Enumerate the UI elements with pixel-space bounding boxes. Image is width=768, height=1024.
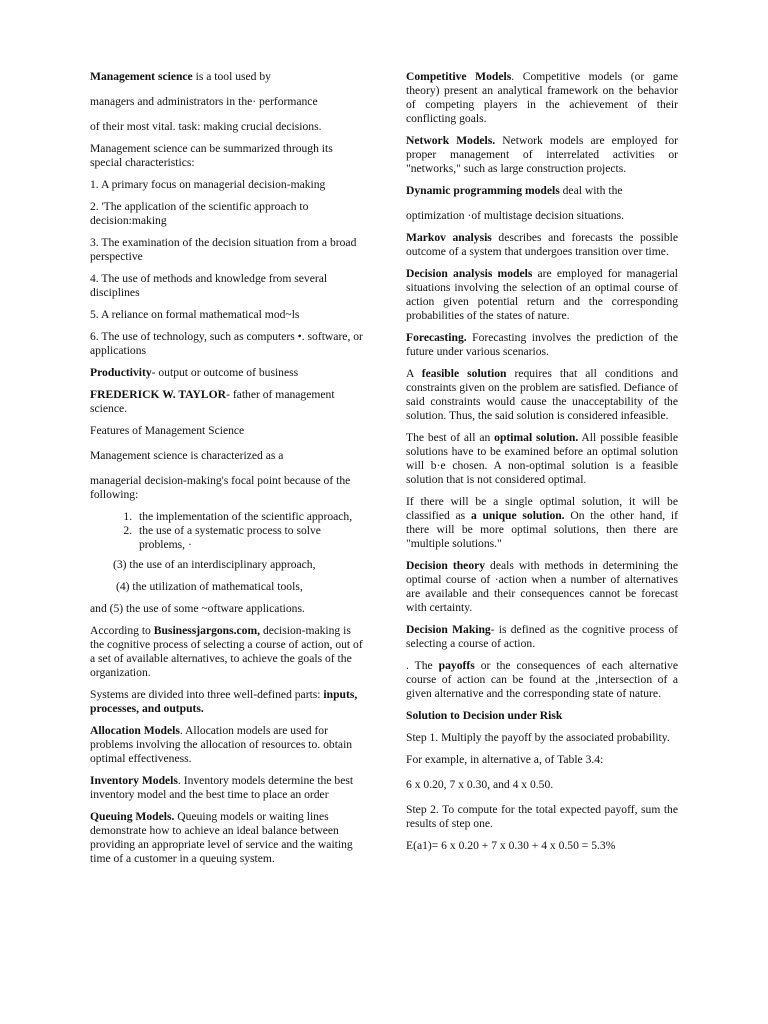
paragraph: optimization ·of multistage decision situations.: [406, 209, 624, 222]
term: Businessjargons.com,: [153, 624, 261, 637]
decision-theory: [406, 559, 678, 615]
characteristic-4: 4. The use of methods and knowledge from several disciplines: [90, 272, 328, 299]
characteristic-6: 6. The use of technology, such as computers •. software, or applications: [90, 330, 363, 357]
features-title: Features of Management Science: [90, 424, 245, 437]
inventory-models: [90, 774, 366, 802]
text: Systems are divided into three well-defined parts:: [90, 688, 324, 701]
risk-title: [406, 709, 678, 723]
paragraph: managers and administrators in the· performance: [90, 95, 318, 108]
text: describes and forecasts the possible outcome of a system that undergoes transition over time.: [406, 231, 678, 258]
text: . Inventory models determine the best inventory model and the best time to place an order: [90, 774, 354, 801]
text: deal with the: [559, 184, 623, 197]
allocation-models: [90, 724, 366, 766]
term: Solution to Decision under Risk: [406, 709, 563, 722]
term: Inventory Models: [90, 774, 178, 787]
paragraph: Management science can be summarized through its special characteristics:: [90, 142, 333, 169]
term: Decision Making: [406, 623, 491, 636]
text: . Competitive models (or game theory) present an analytical framework on the behavior of competing players in the achievement of their conflicting goals.: [406, 70, 678, 125]
text: or the consequences of each alternative course of action can be found at the ,intersection of a given alternative and the corresponding state of nature.: [406, 659, 678, 700]
text: is a tool used by: [192, 70, 271, 83]
text: requires that all conditions and constraints given on the problem are satisfied. Defiance of said constraints would cause the unacceptability of the solution. Thus, the said solution is considered infeasible.: [406, 367, 678, 422]
term: Network Models.: [406, 134, 496, 147]
term: Decision theory: [406, 559, 486, 572]
text: On the other hand, if there will be more optimal solutions, then there are "multiple solutions.": [406, 509, 678, 550]
term: Allocation Models: [90, 724, 180, 737]
network-models: [406, 134, 678, 176]
expected-value-equation: E(a1)= 6 x 0.20 + 7 x 0.30 + 4 x 0.50 = 5.3%: [406, 839, 616, 852]
text: According to: [90, 624, 154, 637]
text: - father of management science.: [90, 388, 335, 415]
decision-making: [406, 623, 678, 651]
businessjargons-definition: [90, 624, 366, 680]
text: are employed for managerial situations involving the selection of an optimal course of action given potential return and the corresponding probabilities of the states of nature.: [406, 267, 679, 322]
text: All possible feasible solutions have to be examined before an optimal solution will b·e chosen. A non-optimal solution is a feasible solution that is not considered optimal.: [406, 431, 678, 486]
term: payoffs: [438, 659, 475, 672]
text: . The: [406, 659, 439, 672]
ms-definition: [90, 70, 366, 84]
step-1: Step 1. Multiply the payoff by the associated probability.: [406, 731, 670, 744]
characteristic-2: 2. 'The application of the scientific approach to decision:making: [90, 200, 309, 227]
characteristic-5: 5. A reliance on formal mathematical mod~ls: [90, 308, 300, 321]
text: Queuing models or waiting lines demonstrate how to achieve an ideal balance between providing an appropriate level of service and the waiting time of a customer in a queuing system.: [90, 810, 353, 865]
text: - is defined as the cognitive process of selecting a course of action.: [406, 623, 678, 650]
text: Network models are employed for proper management of interrelated activities or "networks," such as large construction projects.: [406, 134, 678, 175]
term: Forecasting.: [406, 331, 467, 344]
decision-analysis-models: [406, 267, 678, 323]
list-item: (4) the utilization of mathematical tools,: [116, 580, 303, 593]
term: Management science: [90, 70, 193, 83]
characteristic-1: 1. A primary focus on managerial decision-making: [90, 178, 326, 191]
list-item: (3) the use of an interdisciplinary approach,: [113, 558, 316, 571]
term: Markov analysis: [406, 231, 492, 244]
text: - output or outcome of business: [151, 366, 299, 379]
dynamic-programming: [406, 184, 678, 198]
list-item: 2. the use of a systematic process to solve problems, ·: [135, 524, 366, 552]
term: FREDERICK W. TAYLOR: [90, 388, 227, 401]
term: Decision analysis models: [406, 267, 533, 280]
text: A: [406, 367, 422, 380]
systems-definition: [90, 688, 366, 716]
markov-analysis: [406, 231, 678, 259]
features-list: [90, 510, 366, 552]
example: For example, in alternative a, of Table 3.4:: [406, 753, 604, 766]
optimal-solution: [406, 431, 678, 487]
characteristic-3: 3. The examination of the decision situation from a broad perspective: [90, 236, 357, 263]
forecasting: [406, 331, 678, 359]
right-column: [406, 70, 678, 861]
queuing-models: [90, 810, 366, 866]
step-2: Step 2. To compute for the total expected payoff, sum the results of step one.: [406, 803, 678, 830]
paragraph: of their most vital. task: making crucial decisions.: [90, 120, 322, 133]
paragraph: and (5) the use of some ~oftware applications.: [90, 602, 305, 615]
term: optimal solution.: [494, 431, 579, 444]
text: Forecasting involves the prediction of the future under various scenarios.: [406, 331, 678, 358]
unique-solution: [406, 495, 678, 551]
term: inputs, processes, and outputs.: [90, 688, 358, 715]
text: The best of all an: [406, 431, 495, 444]
term: a unique solution.: [470, 509, 565, 522]
term: Queuing Models.: [90, 810, 175, 823]
term: Competitive Models: [406, 70, 512, 83]
productivity-definition: [90, 366, 366, 380]
text: If there will be a single optimal solution, it will be classified as: [406, 495, 678, 522]
calculation: 6 x 0.20, 7 x 0.30, and 4 x 0.50.: [406, 778, 554, 791]
text: . Allocation models are used for problems involving the allocation of resources to. obtain optimal effectiveness.: [90, 724, 353, 765]
payoffs: [406, 659, 678, 701]
left-column: [90, 70, 366, 874]
paragraph: managerial decision-making's focal point because of the following:: [90, 474, 351, 501]
feasible-solution: [406, 367, 678, 423]
term: Dynamic programming models: [406, 184, 560, 197]
paragraph: Management science is characterized as a: [90, 449, 284, 462]
text: deals with methods in determining the optimal course of ·action when a number of alternatives are available and their consequences cannot be forecast with certainty.: [406, 559, 678, 614]
taylor-definition: [90, 388, 366, 416]
text: decision-making is the cognitive process of selecting a course of action, out of a set of available alternatives, to achieve the goals of the organization.: [90, 624, 363, 679]
term: Productivity: [90, 366, 152, 379]
list-item: 1. the implementation of the scientific approach,: [135, 510, 366, 524]
term: feasible solution: [421, 367, 507, 380]
competitive-models: [406, 70, 678, 126]
